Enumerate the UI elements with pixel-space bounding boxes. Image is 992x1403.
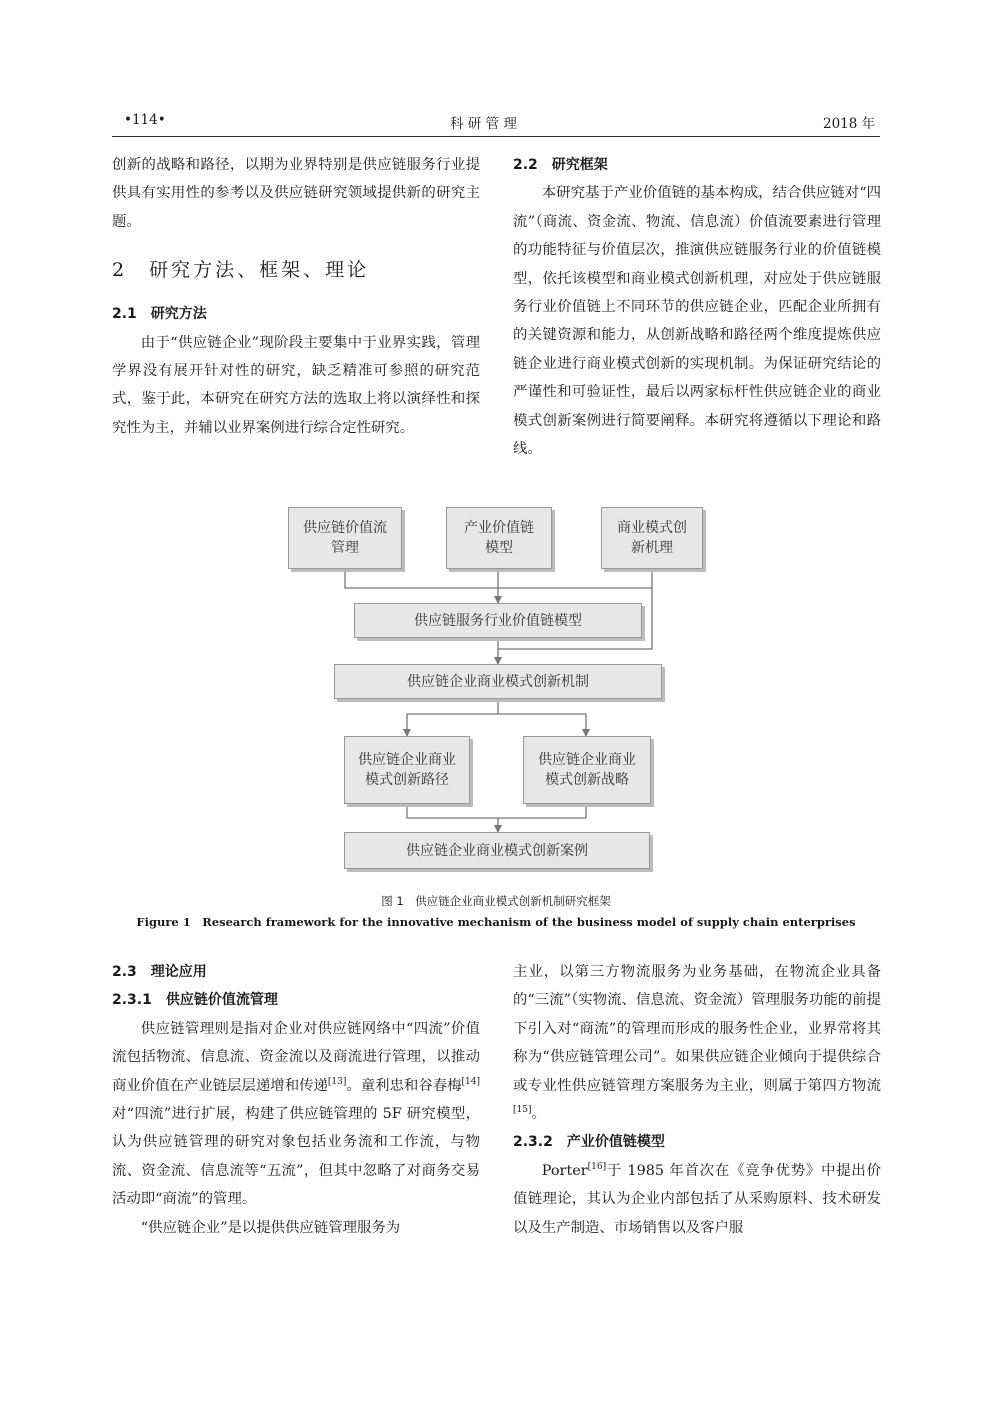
text-run: 主业，以第三方物流服务为业务基础，在物流企业具备的“三流”（实物流、信息流、资金流）管理服务功能的前提下引入对“商流”的管理而形成的服务性企业，业界常将其称为“供应链管理公司”。如果供应链企业倾向于提供综合或专业性供应链管理方案服务为主业，则属于第四方物流 [513, 964, 881, 1094]
citation: [14] [461, 1076, 480, 1087]
journal-name: 科 研 管 理 [450, 116, 517, 132]
box-text: 产业价值链 [464, 520, 534, 536]
box-text: 供应链服务行业价值链模型 [414, 612, 582, 629]
box-innovation-cases [344, 832, 650, 869]
subsection-heading: 2.2 研究框架 [513, 157, 608, 173]
box-text: 模型 [485, 540, 513, 556]
box-text: 新机理 [631, 540, 673, 556]
paragraph: 创新的战略和路径，以期为业界特别是供应链服务行业提供具有实用性的参考以及供应链研究领域提供新的研究主题。 [112, 157, 480, 230]
box-supply-chain-value-flow [288, 507, 402, 569]
box-innovation-strategy [523, 736, 651, 804]
text-run: 供应链管理则是指对企业对供应链网络中“四流”价值流包括物流、信息流、资金流以及商流进行管理，以推动商业价值在产业链层层递增和传递 [112, 1020, 480, 1094]
box-text: 模式创新战略 [545, 772, 629, 788]
box-text: 供应链企业商业 [358, 752, 456, 768]
subsection-heading: 2.3 理论应用 [112, 964, 207, 980]
text-run: 于 1985 年首次在《竞争优势》中提出价值链理论，其认为企业内部包括了从采购原料、技术研发以及生产制造、市场销售以及客户服 [513, 1162, 881, 1236]
box-service-industry-value-chain [354, 603, 642, 638]
paragraph [513, 1157, 881, 1242]
paragraph: 由于“供应链企业”现阶段主要集中于业界实践，管理学界没有展开针对性的研究，缺乏精准可参照的研究范式，鉴于此，本研究在研究方法的选取上将以演绎性和探究性为主，并辅以业界案例进行综合定性研究。 [112, 334, 480, 436]
citation: [15] [513, 1105, 532, 1116]
paragraph: 本研究基于产业价值链的基本构成，结合供应链对“四流”（商流、资金流、物流、信息流）价值流要素进行管理的功能特征与价值层次，推演供应链服务行业的价值链模型，依托该模型和商业模式创新机理，对应处于供应链服务行业价值链上不同环节的供应链企业，匹配企业所拥有的关键资源和能力，从创新战略和路径两个维度提炼供应链企业进行商业模式创新的实现机制。为保证研究结论的严谨性和可验证性，最后以两家标杆性供应链企业的商业模式创新案例进行简要阐释。本研究将遵循以下理论和路线。 [513, 185, 881, 458]
page-number: •114• [124, 112, 166, 128]
box-text: 商业模式创 [617, 520, 687, 536]
paragraph: “供应链企业”是以提供供应链管理服务为 [140, 1219, 401, 1236]
subsection-heading: 2.1 研究方法 [112, 306, 207, 323]
lower-right-column [513, 958, 881, 1242]
paragraph [112, 1015, 480, 1214]
text-run: 对“四流”进行扩展，构建了供应链管理的 5F 研究模型，认为供应链管理的研究对象包括业务流和工作流，与物流、资金流、信息流等“五流”，但其中忽略了对商务交易活动即“商流”的管理。 [112, 1106, 480, 1208]
citation: [13] [327, 1076, 347, 1087]
figure-caption-en: Figure 1 Research framework for the innovative mechanism of the business model of supply chain enterprises [136, 915, 856, 929]
box-innovation-mechanism [334, 664, 662, 699]
text-run: 。 [531, 1106, 546, 1123]
citation: [16] [587, 1162, 607, 1173]
box-innovation-path [344, 736, 470, 804]
text-run: Porter [541, 1162, 588, 1179]
box-text: 供应链价值流 [303, 520, 387, 536]
box-industry-value-chain [446, 507, 552, 569]
box-text: 管理 [331, 540, 359, 556]
box-text: 模式创新路径 [365, 772, 449, 788]
box-text: 供应链企业商业模式创新机制 [407, 673, 589, 690]
box-text: 供应链企业商业 [538, 752, 636, 768]
figure-caption-cn: 图 1 供应链企业商业模式创新机制研究框架 [381, 894, 611, 908]
section-heading: 2 研究方法、框架、理论 [112, 259, 370, 282]
subsubsection-heading: 2.3.2 产业价值链模型 [513, 1134, 665, 1151]
box-business-model-innovation [601, 507, 703, 569]
box-text: 供应链企业商业模式创新案例 [406, 842, 588, 859]
subsubsection-heading: 2.3.1 供应链价值流管理 [112, 992, 278, 1009]
paragraph [513, 958, 881, 1128]
text-run: 。童利忠和谷春梅 [346, 1077, 462, 1094]
lower-left-column [112, 958, 480, 1242]
header-year: 2018 年 [823, 116, 876, 132]
